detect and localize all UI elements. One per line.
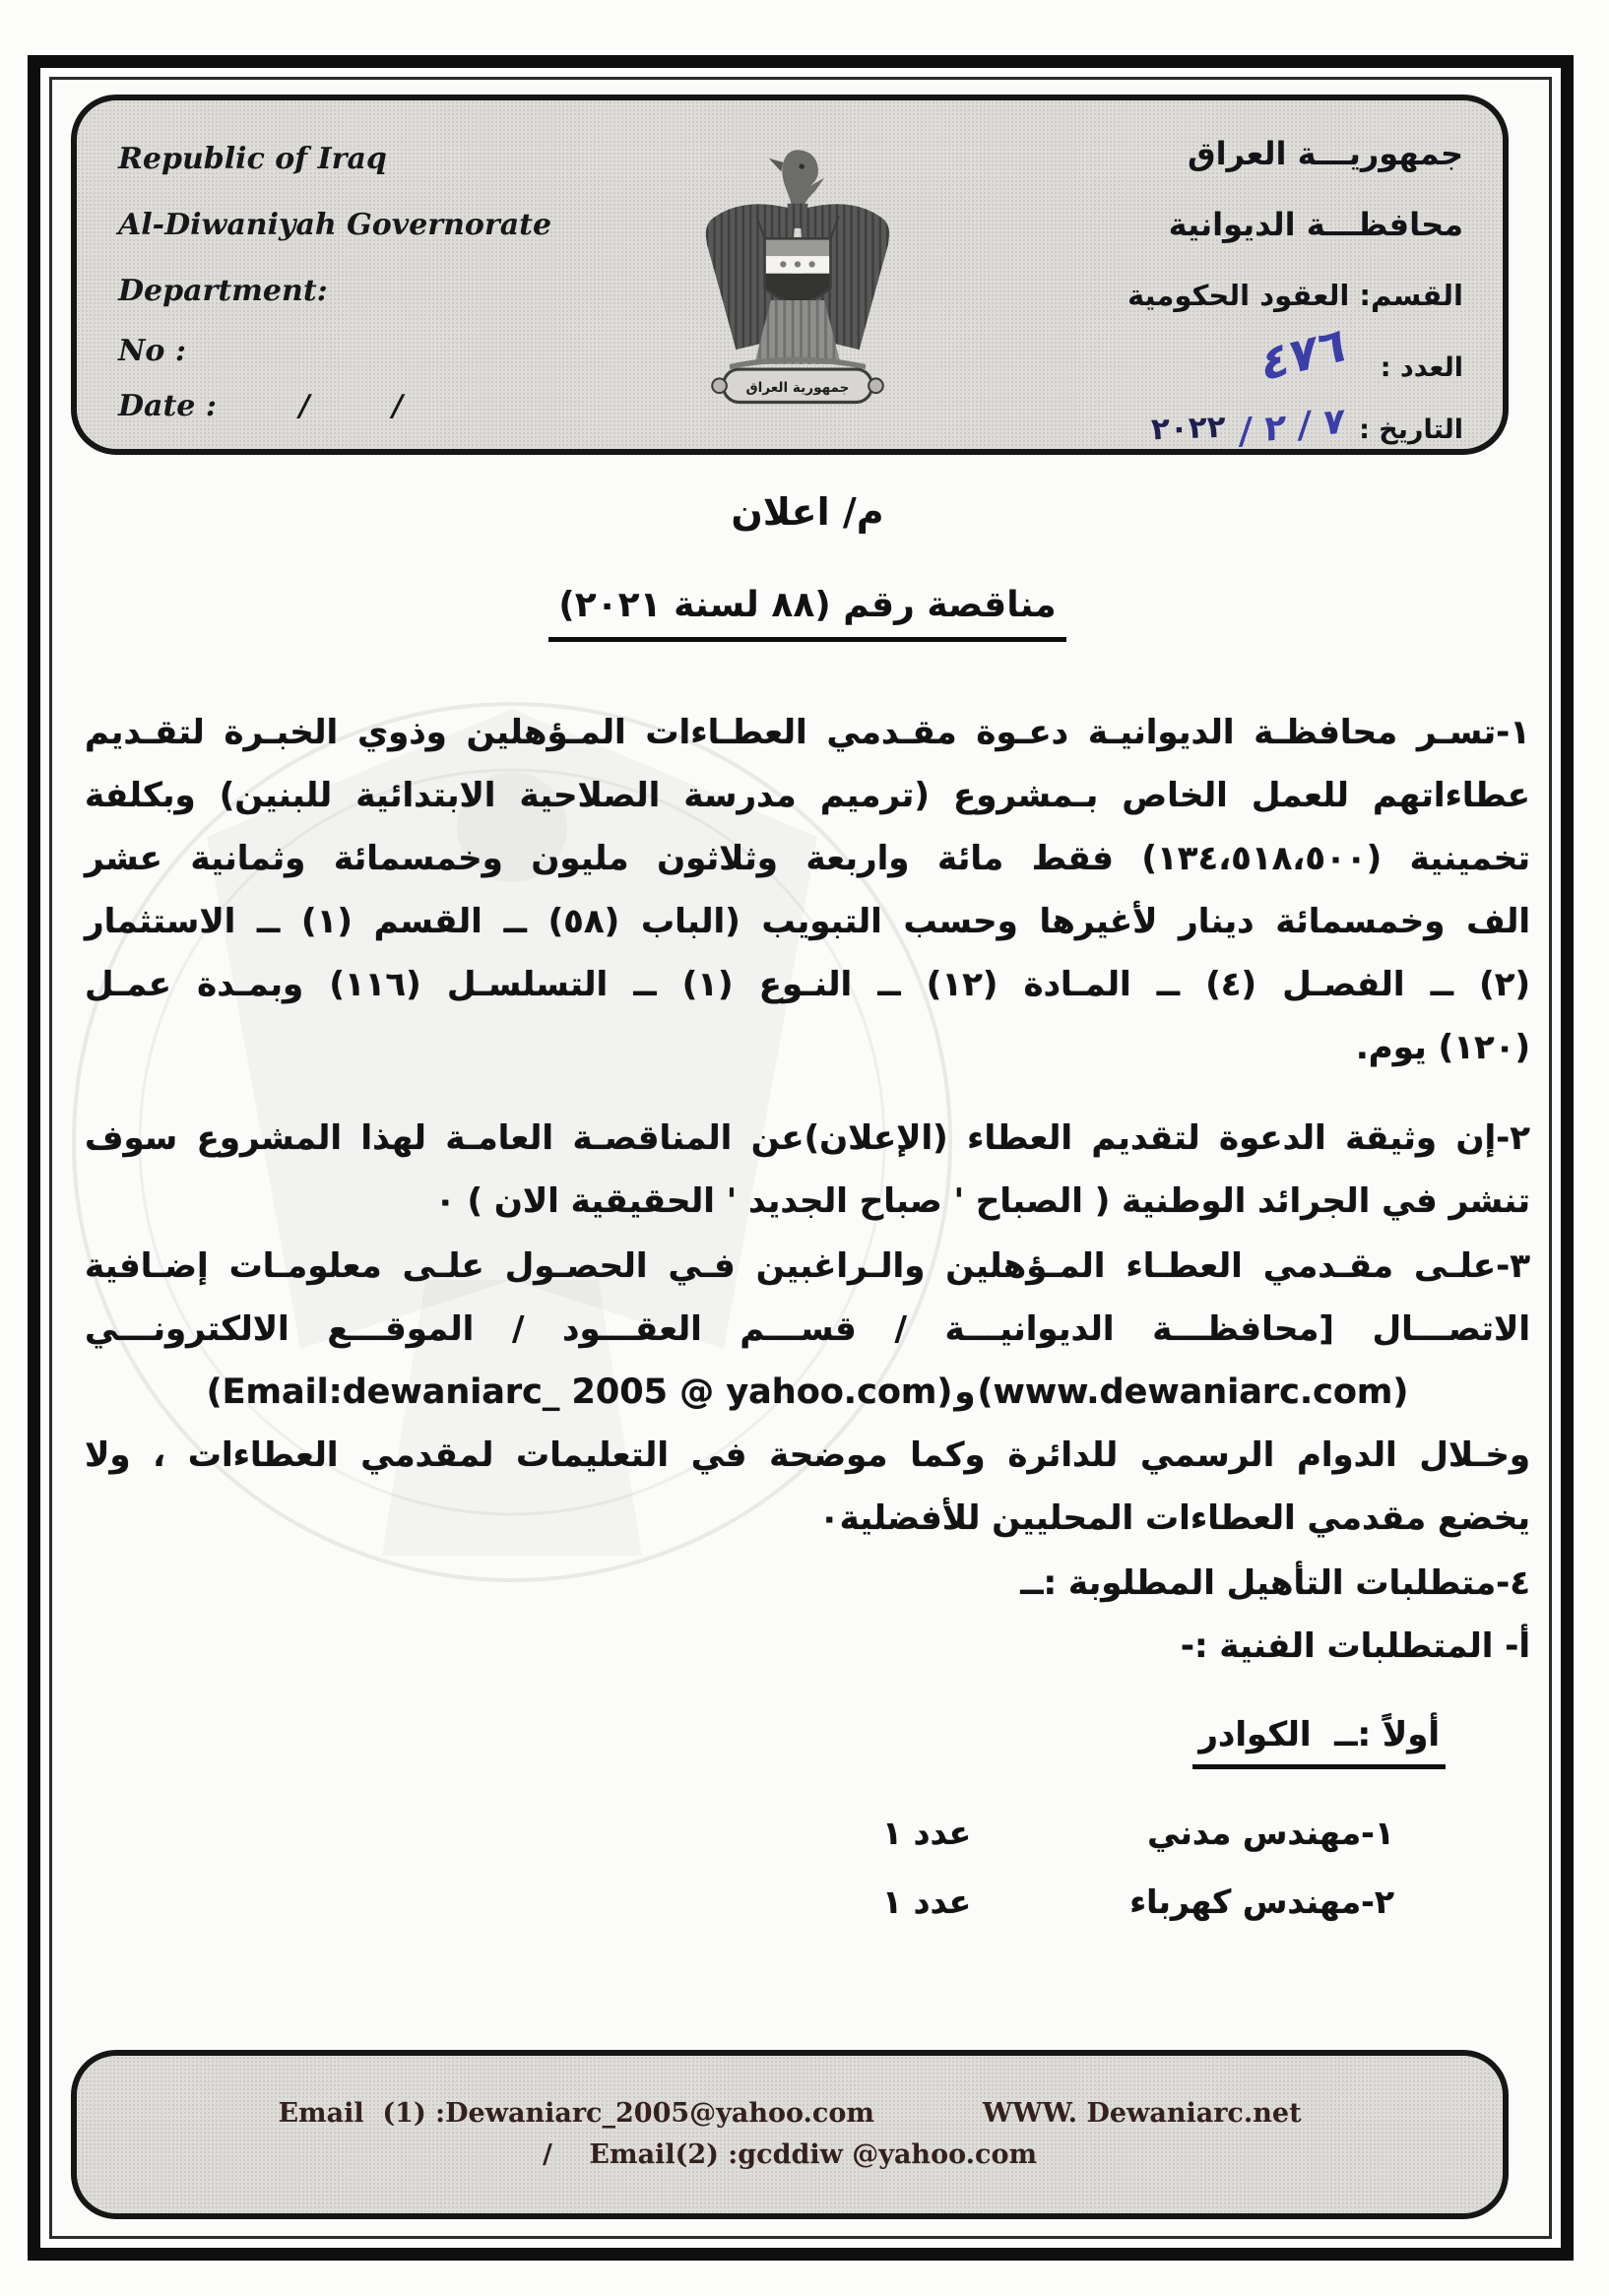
country-name-ar: جمهوريـــة العراق <box>1187 135 1463 172</box>
body-line: يخضع مقدمي العطاءات المحليين للأفضلية٠ <box>818 1499 1530 1538</box>
governorate-name-ar: محافظـــة الديوانية <box>1168 206 1463 243</box>
footer-email-2: / Email(2) :gcddiw @yahoo.com <box>542 2139 1038 2170</box>
footer-line-1 <box>71 2093 1509 2135</box>
paragraph-qualification-requirements <box>85 1552 1530 1678</box>
header-arabic-block <box>1127 118 1463 460</box>
date-label-ar: التاريخ : <box>1359 415 1463 445</box>
body-line: (١٢٠) يوم. <box>1355 1028 1530 1067</box>
email-address: (Email:dewaniarc_ 2005 @ yahoo.com) <box>206 1372 953 1412</box>
subject-title: م/ اعلان <box>731 490 884 534</box>
staff-row <box>882 1814 1394 1882</box>
footer-website: WWW. Dewaniarc.net <box>982 2098 1302 2129</box>
header-english-block <box>118 126 551 434</box>
department-label-en: Department: <box>118 274 328 308</box>
date-label-en: Date : / / <box>118 389 403 423</box>
body-line: عطاءاتهم للعمل الخاص بـمشروع (ترميم مدرسة الصلاحية الابتدائية للبنين) وبكلفة <box>85 776 1530 815</box>
body-line: ٣-علـى مقـدمي العطـاء المـؤهلين والـراغبين فـي الحصـول علـى معلومـات إضـافية <box>85 1246 1530 1286</box>
emblem-banner <box>712 369 883 402</box>
body-line: الاتصـــال [محافظـــة الديوانيـــة / قســـم العقـــود / الموقـــع الالكترونـــي <box>85 1309 1530 1349</box>
staff-list <box>882 1814 1394 1951</box>
tender-title-text: مناقصة رقم (٨٨ لسنة ٢٠٢١) <box>548 585 1065 642</box>
staff-row <box>882 1882 1394 1951</box>
iraq-coat-of-arms <box>684 114 911 441</box>
emblem-banner-text: جمهورية العراق <box>745 380 850 397</box>
paragraph-contact-continued <box>85 1424 1530 1550</box>
body-line: تنشر في الجرائد الوطنية ( الصباح ' صباح الجديد ' الحقيقية الان ) ٠ <box>434 1181 1530 1221</box>
number-label-en: No : <box>118 334 186 368</box>
date-year-handwritten: ٢٠٢٢ <box>1149 409 1226 448</box>
body-line: وخـلال الدوام الرسمي للدائرة وكما موضحة في التعليمات لمقدمي العطاءات ، ولا <box>85 1435 1530 1475</box>
department-name-ar: القسم: العقود الحكومية <box>1126 279 1463 312</box>
ref-number-value-handwritten: ٤٧٦ <box>1259 315 1347 394</box>
body-line: (٢) ــ الفصـل (٤) ــ المـادة (١٢) ــ النـوع (١) ــ التسلسـل (١١٦) وبمـدة عمـل <box>85 965 1530 1004</box>
cadre-heading <box>1192 1715 1446 1769</box>
body-line: ٢-إن وثيقة الدعوة لتقديم العطاء (الإعلان)عن المناقصـة العامـة لهذا المشروع سوف <box>85 1118 1530 1158</box>
paragraph-contact <box>85 1235 1530 1361</box>
staff-role: ٢-مهندس كهرباء <box>1129 1882 1394 1921</box>
country-name-en: Republic of Iraq <box>118 142 387 176</box>
ref-number-line <box>1127 315 1463 398</box>
body-line: ٤-متطلبات التأهيل المطلوبة :ــ <box>1020 1563 1530 1603</box>
emblem-eagle-head <box>782 150 824 210</box>
date-day-month-handwritten: ٧ / ٢ / <box>1238 401 1346 453</box>
body-line: أ- المتطلبات الفنية :- <box>1180 1626 1530 1666</box>
ref-number-label: العدد : <box>1380 352 1463 383</box>
website-url: (www.dewaniarc.com) <box>977 1372 1409 1412</box>
conjunction-waw: و <box>954 1372 976 1412</box>
paragraph-invitation <box>85 701 1530 1079</box>
body-line <box>85 1361 1530 1424</box>
staff-role: ١-مهندس مدني <box>1147 1814 1394 1852</box>
cadre-heading-text: أولاً :ــ الكوادر <box>1192 1715 1446 1769</box>
tender-title <box>85 585 1530 642</box>
body-line: الف وخمسمائة دينار لأغيرها وحسب التبويب (الباب (٥٨) ــ القسم (١) ــ الاستثمار <box>85 902 1531 941</box>
contact-links-line <box>85 1361 1530 1424</box>
footer-contact-block <box>71 2093 1509 2176</box>
footer-email-1: Email (1) :Dewaniarc_2005@yahoo.com <box>278 2098 874 2129</box>
staff-count: عدد ١ <box>882 1814 972 1852</box>
paragraph-newspapers <box>85 1107 1530 1233</box>
governorate-name-en: Al-Diwaniyah Governorate <box>118 208 552 242</box>
staff-count: عدد ١ <box>882 1882 972 1921</box>
body-line: تخمينية (١٣٤،٥١٨،٥٠٠) فقط مائة واربعة وثلاثون مليون وخمسمائة وثمانية عشر <box>85 839 1531 878</box>
body-line: ١-تسـر محافظـة الديوانيـة دعـوة مقـدمي العطـاءات المـؤهلين وذوي الخبـرة لتقـديم <box>85 713 1530 752</box>
date-line <box>1127 398 1463 460</box>
